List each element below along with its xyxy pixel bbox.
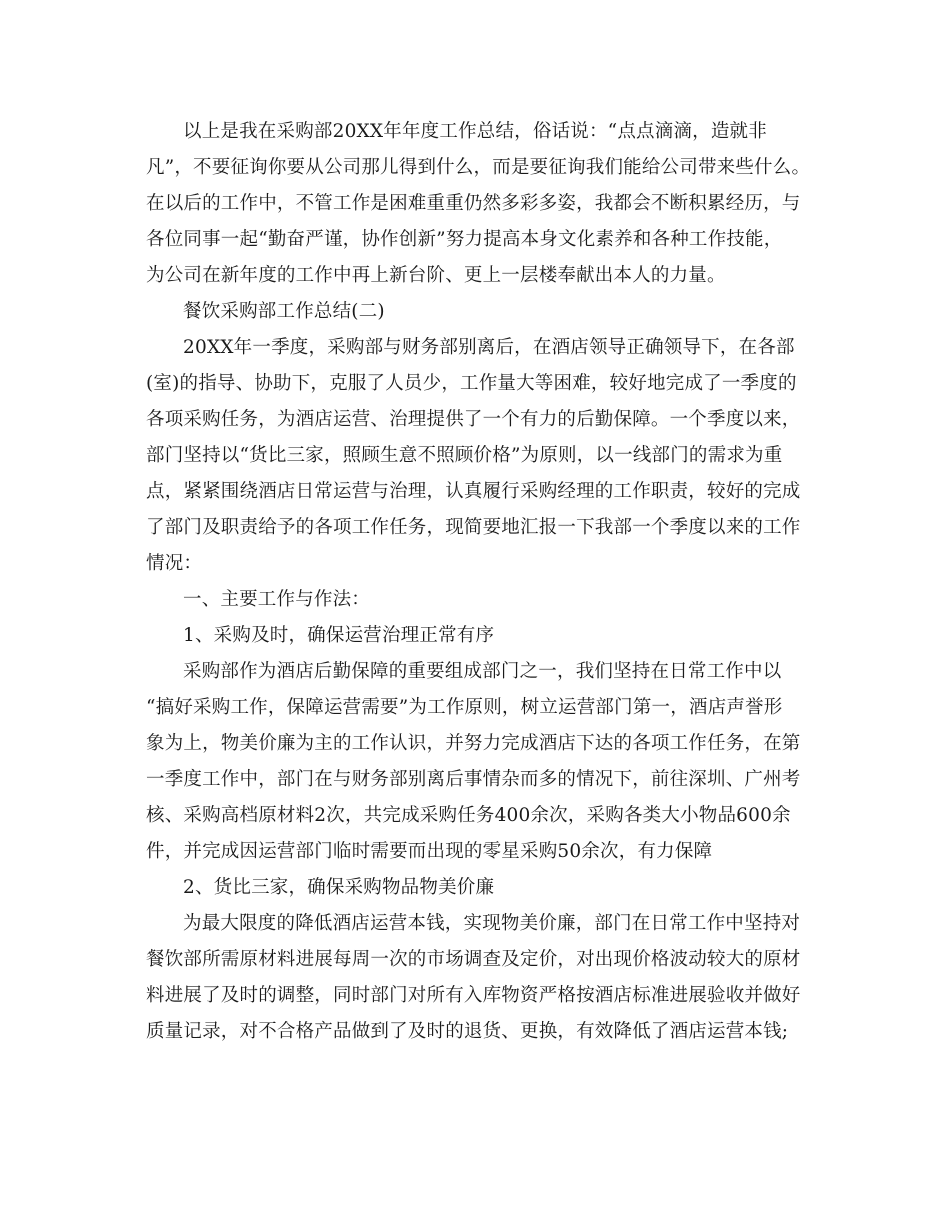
paragraph-line: 情况： <box>146 553 203 574</box>
section-title: 餐饮采购部工作总结(二) <box>183 301 385 322</box>
paragraph-line: 点，紧紧围绕酒店日常运营与治理，认真履行采购经理的工作职责，较好的完成 <box>146 481 801 502</box>
paragraph-line: 为公司在新年度的工作中再上新台阶、更上一层楼奉献出本人的力量。 <box>146 265 726 286</box>
paragraph-line: 一季度工作中，部门在与财务部别离后事情杂而多的情况下，前往深圳、广州考 <box>146 769 801 790</box>
paragraph-line: 各位同事一起“勤奋严谨，协作创新”努力提高本身文化素养和各种工作技能， <box>146 229 783 250</box>
paragraph-line: 部门坚持以“货比三家，照顾生意不照顾价格”为原则，以一线部门的需求为重 <box>146 445 783 466</box>
paragraph-line: 以上是我在采购部20XX年年度工作总结，俗话说：“点点滴滴，造就非 <box>183 121 767 142</box>
paragraph-line: 凡”，不要征询你要从公司那儿得到什么，而是要征询我们能给公司带来些什么。 <box>146 157 811 178</box>
paragraph-line: 各项采购任务，为酒店运营、治理提供了一个有力的后勤保障。一个季度以来， <box>146 409 801 430</box>
paragraph-line: 料进展了及时的调整，同时部门对所有入库物资严格按酒店标准进展验收并做好 <box>146 985 801 1006</box>
subsection-heading: 1、采购及时，确保运营治理正常有序 <box>183 625 495 646</box>
paragraph-line: “搞好采购工作，保障运营需要”为工作原则，树立运营部门第一，酒店声誉形 <box>146 697 783 718</box>
paragraph-line: 在以后的工作中，不管工作是困难重重仍然多彩多姿，我都会不断积累经历，与 <box>146 193 801 214</box>
paragraph-line: 象为上，物美价廉为主的工作认识，并努力完成酒店下达的各项工作任务，在第 <box>146 733 801 754</box>
document-body <box>146 114 816 1050</box>
section-heading: 一、主要工作与作法： <box>183 589 371 610</box>
subsection-heading: 2、货比三家，确保采购物品物美价廉 <box>183 877 495 898</box>
paragraph-line: 采购部作为酒店后勤保障的重要组成部门之一，我们坚持在日常工作中以 <box>183 661 782 682</box>
paragraph-line: 了部门及职责给予的各项工作任务，现简要地汇报一下我部一个季度以来的工作 <box>146 517 801 538</box>
paragraph-line: 餐饮部所需原材料进展每周一次的市场调查及定价，对出现价格波动较大的原材 <box>146 949 801 970</box>
paragraph-line: 质量记录，对不合格产品做到了及时的退货、更换，有效降低了酒店运营本钱; <box>146 1021 789 1042</box>
paragraph-line: 20XX年一季度，采购部与财务部别离后，在酒店领导正确领导下，在各部 <box>183 337 795 358</box>
paragraph-line: 核、采购高档原材料2次，共完成采购任务400余次，采购各类大小物品600余 <box>146 805 791 826</box>
paragraph-line: 为最大限度的降低酒店运营本钱，实现物美价廉，部门在日常工作中坚持对 <box>183 913 801 934</box>
paragraph-line: 件，并完成因运营部门临时需要而出现的零星采购50余次，有力保障 <box>146 841 713 862</box>
paragraph-line: (室)的指导、协助下，克服了人员少，工作量大等困难，较好地完成了一季度的 <box>146 373 797 394</box>
